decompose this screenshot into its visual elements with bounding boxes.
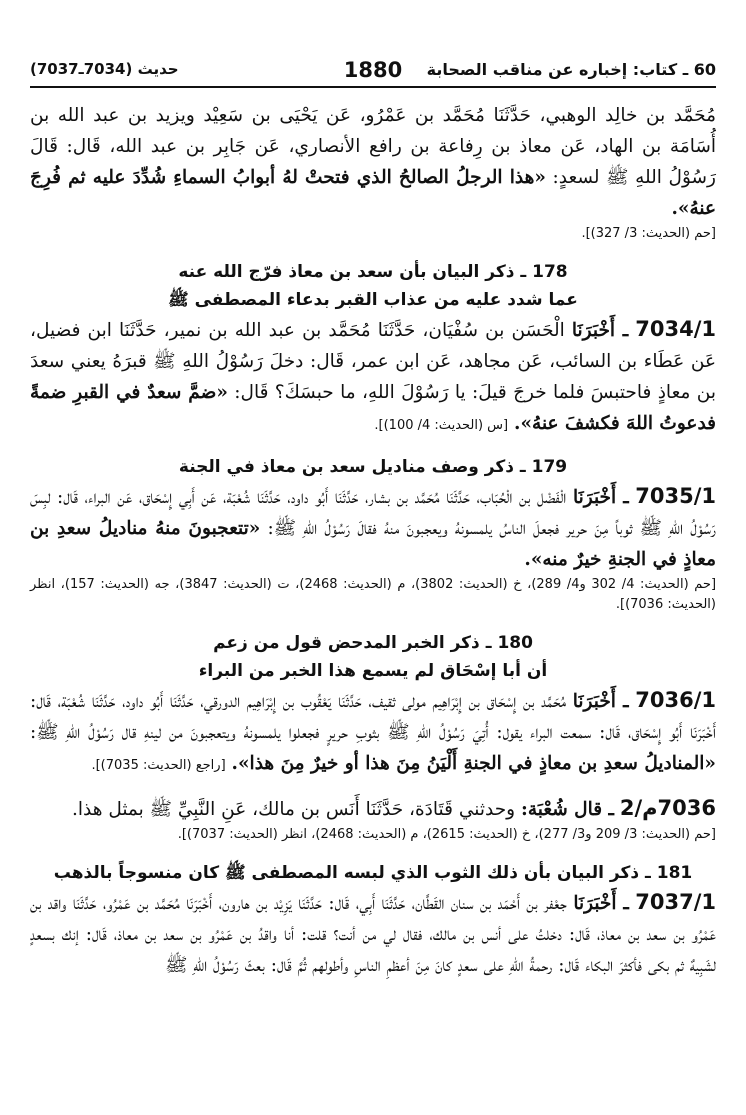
hadith-7037 bbox=[30, 887, 716, 981]
intro-paragraph bbox=[30, 100, 716, 224]
section-180-subheading: أن أبا إسْحَاق لم يسمع هذا الخبر من البراء bbox=[198, 661, 548, 681]
hadith-text: جعْفر بن أَحْمَد بن سنان القَطَّان، حَدَّثَنَا أَبِي، قَال: حَدَّثَنَا يَزِيْد بن هارون، أَخْبَرَنَا مُحَمَّد بن عَمْرُو، حَدَّثَنَا واقد بن عَمْرُو بن سعد بن معاذ، قَال: دخلتُ على أنس بن مالك، فقال لي من أنت؟ قلت: أنا واقدُ بن عَمْرُو بن سعد بن معاذ، قَال: إنك بسعدٍ لشَبِيهٌ ثم بكى فأكثرَ البكاء قَال: رحمةُ اللهِ على سعدٍ كانَ مِنَ أعظمِ الناسِ وأطولهم ثُمَّ قَال: بعثَ رَسُوْلُ اللهِ ﷺ bbox=[30, 893, 716, 976]
hadith-text: وحدثني قَتَادَة، حَدَّثَنَا أَنَس بن مالك، عَنِ النَّبِيِّ ﷺ بمثل هذا. bbox=[71, 799, 516, 820]
hadith-text: الْحَسَن بن سُفْيَان، حَدَّثَنَا مُحَمَّد بن عبد الله بن نمير، حَدَّثَنَا ابن فضيل، عَن عَطَاء بن السائب، عَن مجاهد، عَن ابن عمر، قَال: دخلَ رَسُوْلُ اللهِ ﷺ قبرَهُ يعني سعدَ بن معاذٍ فاحتبسَ فلما خرجَ قيلَ: يا رَسُوْلَ اللهِ، ما حبسَكَ؟ قَال: bbox=[30, 320, 716, 403]
hadith-range: حديث (7034ـ7037) bbox=[30, 60, 179, 78]
hadith-text: الْفَضْل بن الْحُبَاب، حَدَّثَنَا مُحَمَّد بن بشار، حَدَّثَنَا أَبُو داود، حَدَّثَنَا شُعْبَة، عَن أَبِي إِسْحَاق، عَن البراء، قَال: لبِسَ رَسُوْلُ اللهِ ﷺ ثوباً مِنَ حرير فجعلَ الناسُ يلمسونهُ ويعجبونَ منهُ فقالَ رَسُوْلُ اللهِ ﷺ: bbox=[30, 487, 716, 539]
hadith-7036 bbox=[30, 685, 716, 779]
intro-text: مُحَمَّد بن خالِد الوهبي، حَدَّثَنَا مُحَمَّد بن عَمْرُو، عَن يَحْيَى بن سَعِيْد ويزيد بن عبد الله بن أُسَامَة بن الهاد، عَن معاذ بن رِفاعة بن رافع الأنصاري، عَن جَابِر بن عبد الله، قَال: قَالَ رَسُوْلُ اللهِ ﷺ لسعدٍ: bbox=[30, 105, 716, 188]
hadith-citation: [س (الحديث: 4/ 100)]. bbox=[374, 418, 509, 433]
hadith-number: 7036م/2 bbox=[619, 796, 716, 820]
hadith-quote: «المناديلُ سعدِ بن معاذٍ في الجنةِ أَلْيَنُ مِنَ هذا أو خيرٌ مِنَ هذا». bbox=[231, 753, 716, 774]
hadith-number: 7036/1 bbox=[635, 688, 716, 712]
hadith-lead: ـ أَخْبَرَنَا bbox=[572, 487, 629, 508]
section-178-heading: 178 ـ ذكر البيان بأن سعد بن معاذ فرّج الله عنه bbox=[178, 262, 568, 282]
section-179-heading: 179 ـ ذكر وصف مناديل سعد بن معاذ في الجنة bbox=[178, 457, 568, 477]
hadith-citation: [حم (الحديث: 3/ 209 و3/ 277)، خ (الحديث: 2615)، م (الحديث: 2468)، انظر (الحديث: 7037)]. bbox=[177, 827, 716, 842]
page-number: 1880 bbox=[343, 58, 403, 82]
running-header bbox=[30, 58, 716, 88]
hadith-lead: ـ أَخْبَرَنَا bbox=[572, 691, 629, 712]
hadith-7036m bbox=[30, 793, 716, 825]
hadith-lead: ـ أَخْبَرَنَا bbox=[573, 893, 629, 914]
chapter-title: 60 ـ كتاب: إخباره عن مناقب الصحابة bbox=[426, 60, 716, 79]
hadith-number: 7034/1 bbox=[635, 317, 716, 341]
hadith-text: مُحَمَّد بن إِسْحَاق بن إِبْرَاهِيم مولى ثقيف، حَدَّثَنَا يَعْقُوب بن إِبْرَاهِيم الدورقي، حَدَّثَنَا أَبُو داود، حَدَّثَنَا شُعْبَة، قَال: أَخْبَرَنَا أَبُو إِسْحَاق، قَال: سمعت البراء يقول: أُتِيَ رَسُوْلُ اللهِ ﷺ بثوبِ حريرٍ فجعلوا يلمسونهُ ويتعجبونَ من لينهِ قال رَسُوْلُ اللهِ ﷺ: bbox=[30, 691, 716, 743]
hadith-quote: «تتعجبونَ منهُ مناديلُ سعدِ بن معاذٍ في الجنةِ خيرٌ منه». bbox=[30, 518, 716, 570]
intro-citation: [حم (الحديث: 3/ 327)]. bbox=[581, 226, 716, 241]
hadith-lead: ـ أَخْبَرَنَا bbox=[571, 320, 629, 341]
hadith-7035 bbox=[30, 481, 716, 575]
hadith-lead: ـ قال شُعْبَة: bbox=[520, 799, 614, 820]
hadith-citation: [حم (الحديث: 4/ 302 و4/ 289)، خ (الحديث: 3802)، م (الحديث: 2468)، ت (الحديث: 3847)، جه (الحديث: 157)، انظر (الحديث: 7036)]. bbox=[30, 577, 717, 612]
hadith-quote: «ضمَّ سعدٌ في القبرِ ضمةً فدعوتُ اللهَ فكشفَ عنهُ». bbox=[30, 382, 716, 434]
section-178-subheading: عما شدد عليه من عذاب القبر بدعاء المصطفى ﷺ bbox=[168, 290, 578, 310]
hadith-7034 bbox=[30, 314, 716, 439]
hadith-number: 7037/1 bbox=[635, 890, 716, 914]
hadith-number: 7035/1 bbox=[635, 484, 716, 508]
intro-quote: «هذا الرجلُ الصالحُ الذي فتحتْ لهُ أبوابُ السماءِ شُدِّدَ عليه ثم فُرِجَ عنهُ». bbox=[30, 167, 716, 219]
section-181-heading: 181 ـ ذكر البيان بأن ذلك الثوب الذي لبسه المصطفى ﷺ كان منسوجاً بالذهب bbox=[53, 863, 693, 883]
hadith-citation: [راجع (الحديث: 7035)]. bbox=[91, 758, 226, 773]
section-180-heading: 180 ـ ذكر الخبر المدحض قول من زعم bbox=[213, 633, 533, 653]
page-body bbox=[30, 100, 716, 981]
